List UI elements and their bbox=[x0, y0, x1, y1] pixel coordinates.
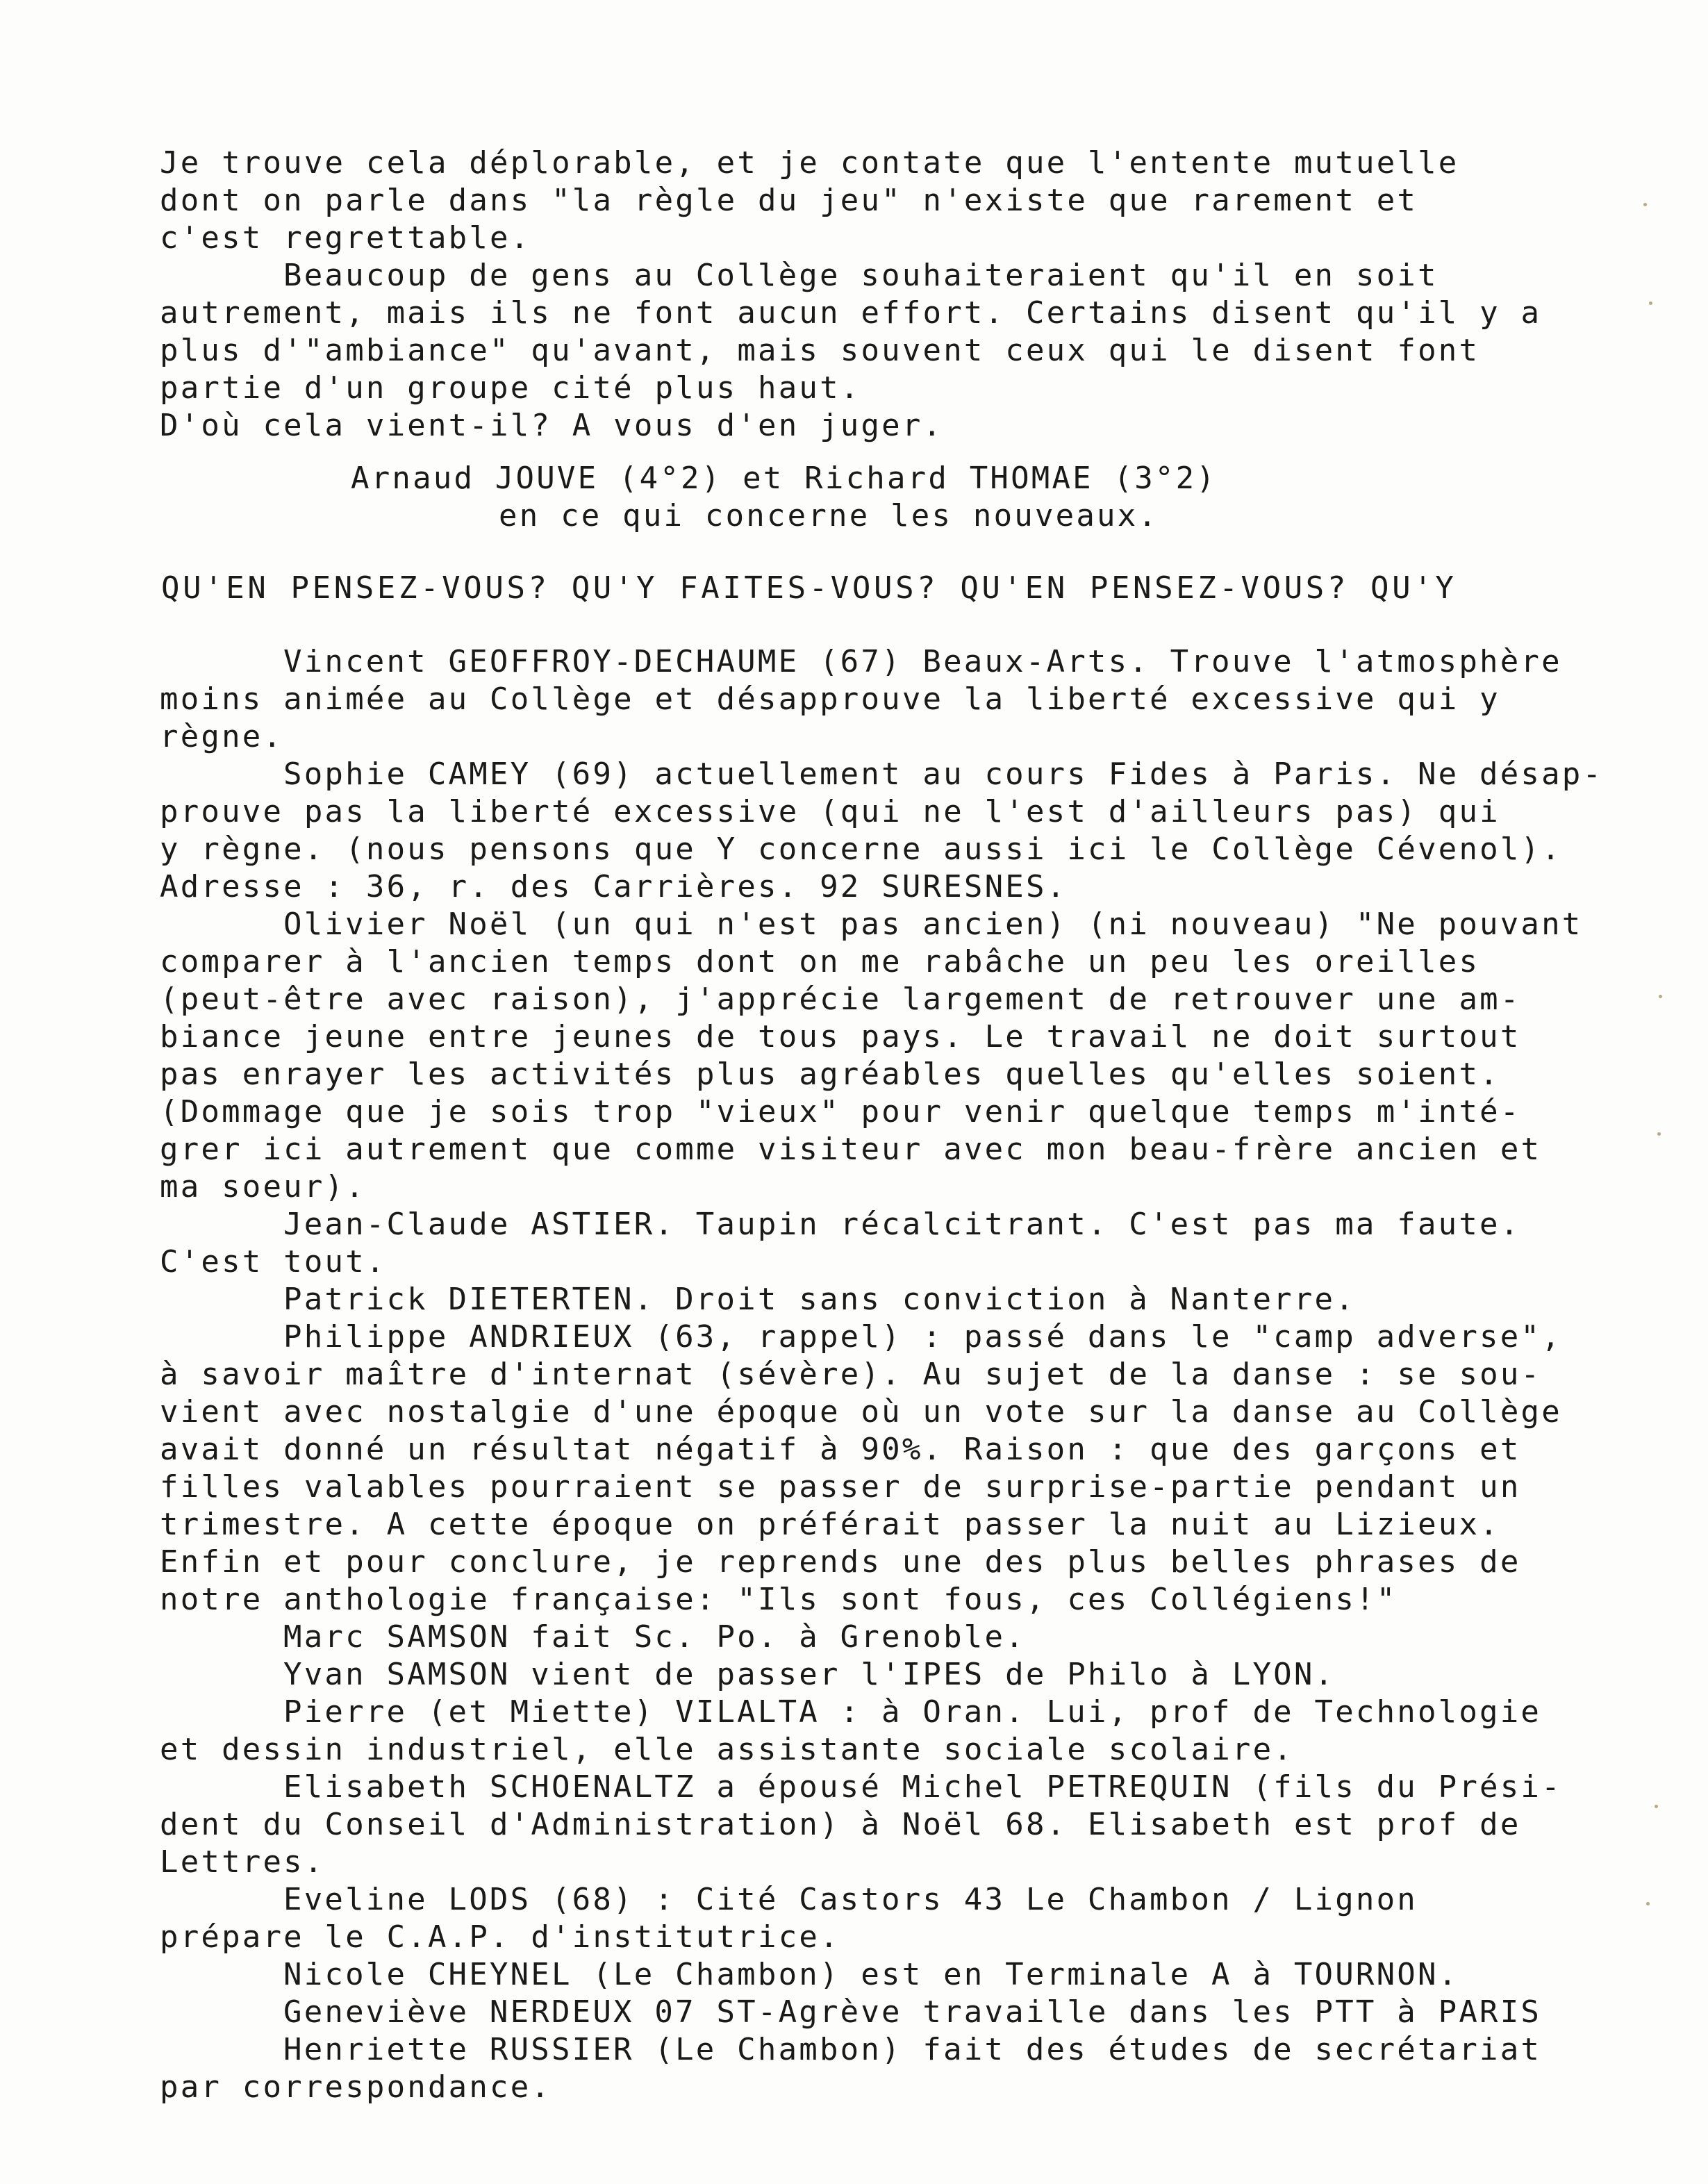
entry-line: dent du Conseil d'Administration) à Noël 68. Elisabeth est prof de bbox=[160, 1807, 1521, 1842]
entry-line: Patrick DIETERTEN. Droit sans conviction à Nanterre. bbox=[283, 1282, 1356, 1317]
entry-line: grer ici autrement que comme visiteur avec mon beau-frère ancien et bbox=[160, 1132, 1542, 1167]
intro-line: Beaucoup de gens au Collège souhaiteraient qu'il en soit bbox=[283, 258, 1438, 293]
entry-line: Geneviève NERDEUX 07 ST-Agrève travaille dans les PTT à PARIS bbox=[283, 1994, 1542, 2030]
paper-speck bbox=[1657, 1132, 1661, 1136]
intro-line: partie d'un groupe cité plus haut. bbox=[160, 370, 861, 406]
paper-speck bbox=[1646, 1902, 1650, 1905]
intro-line: Je trouve cela déplorable, et je contate que l'entente mutuelle bbox=[160, 145, 1459, 181]
entry-line: à savoir maître d'internat (sévère). Au sujet de la danse : se sou- bbox=[160, 1357, 1542, 1392]
entry-line: Philippe ANDRIEUX (63, rappel) : passé dans le "camp adverse", bbox=[283, 1319, 1562, 1355]
entry-line: C'est tout. bbox=[160, 1244, 387, 1280]
entry-line: Marc SAMSON fait Sc. Po. à Grenoble. bbox=[283, 1619, 1026, 1655]
entry-line: Sophie CAMEY (69) actuellement au cours Fides à Paris. Ne désap- bbox=[283, 756, 1604, 792]
intro-line: plus d'"ambiance" qu'avant, mais souvent ceux qui le disent font bbox=[160, 333, 1480, 368]
entry-line: par correspondance. bbox=[160, 2069, 552, 2105]
entry-line: Yvan SAMSON vient de passer l'IPES de Philo à LYON. bbox=[283, 1657, 1336, 1692]
entry-line: biance jeune entre jeunes de tous pays. Le travail ne doit surtout bbox=[160, 1019, 1521, 1054]
entry-line: notre anthologie française: "Ils sont fous, ces Collégiens!" bbox=[160, 1582, 1398, 1617]
paper-speck bbox=[1649, 301, 1652, 305]
entry-line: Olivier Noël (un qui n'est pas ancien) (ni nouveau) "Ne pouvant bbox=[283, 907, 1583, 942]
entry-line: Jean-Claude ASTIER. Taupin récalcitrant. C'est pas ma faute. bbox=[283, 1207, 1521, 1242]
entry-line: règne. bbox=[160, 719, 284, 754]
entry-line: (Dommage que je sois trop "vieux" pour venir quelque temps m'inté- bbox=[160, 1094, 1521, 1130]
entry-line: prépare le C.A.P. d'institutrice. bbox=[160, 1919, 840, 1955]
entry-line: Nicole CHEYNEL (Le Chambon) est en Terminale A à TOURNON. bbox=[283, 1957, 1459, 1992]
entry-line: y règne. (nous pensons que Y concerne aussi ici le Collège Cévenol). bbox=[160, 832, 1562, 867]
entry-line: pas enrayer les activités plus agréables quelles qu'elles soient. bbox=[160, 1057, 1500, 1092]
entry-line: filles valables pourraient se passer de surprise-partie pendant un bbox=[160, 1469, 1521, 1505]
entry-line: Lettres. bbox=[160, 1844, 325, 1880]
entry-line: moins animée au Collège et désapprouve la liberté excessive qui y bbox=[160, 681, 1500, 717]
entry-line: vient avec nostalgie d'une époque où un vote sur la danse au Collège bbox=[160, 1394, 1562, 1430]
intro-line: dont on parle dans "la règle du jeu" n'existe que rarement et bbox=[160, 183, 1418, 218]
entry-line: ma soeur). bbox=[160, 1169, 366, 1205]
entry-line: Elisabeth SCHOENALTZ a épousé Michel PETREQUIN (fils du Prési- bbox=[283, 1769, 1562, 1805]
signature-authors: Arnaud JOUVE (4°2) et Richard THOMAE (3°2) bbox=[351, 461, 1217, 496]
entry-line: Vincent GEOFFROY-DECHAUME (67) Beaux-Arts. Trouve l'atmosphère bbox=[283, 644, 1562, 679]
entry-line: (peut-être avec raison), j'apprécie largement de retrouver une am- bbox=[160, 982, 1521, 1017]
entry-line: Henriette RUSSIER (Le Chambon) fait des études de secrétariat bbox=[283, 2032, 1542, 2067]
entry-line: trimestre. A cette époque on préférait passer la nuit au Lizieux. bbox=[160, 1507, 1500, 1542]
paper-speck bbox=[1655, 1805, 1658, 1808]
entry-line: Enfin et pour conclure, je reprends une des plus belles phrases de bbox=[160, 1544, 1521, 1580]
paper-speck bbox=[1659, 995, 1662, 998]
entry-line: prouve pas la liberté excessive (qui ne l'est d'ailleurs pas) qui bbox=[160, 794, 1500, 829]
entry-line: comparer à l'ancien temps dont on me rabâche un peu les oreilles bbox=[160, 944, 1480, 979]
intro-line: c'est regrettable. bbox=[160, 220, 531, 256]
paper-speck bbox=[1643, 203, 1647, 206]
entry-line: avait donné un résultat négatif à 90%. Raison : que des garçons et bbox=[160, 1432, 1521, 1467]
entry-line: Pierre (et Miette) VILALTA : à Oran. Lui, prof de Technologie bbox=[283, 1694, 1542, 1730]
signature-note: en ce qui concerne les nouveaux. bbox=[499, 498, 1159, 533]
entry-line: Adresse : 36, r. des Carrières. 92 SURESNES. bbox=[160, 869, 1068, 904]
intro-line: D'où cela vient-il? A vous d'en juger. bbox=[160, 408, 944, 443]
entry-line: et dessin industriel, elle assistante sociale scolaire. bbox=[160, 1732, 1294, 1767]
intro-line: autrement, mais ils ne font aucun effort. Certains disent qu'il y a bbox=[160, 295, 1542, 331]
entry-line: Eveline LODS (68) : Cité Castors 43 Le Chambon / Lignon bbox=[283, 1882, 1418, 1917]
section-banner: QU'EN PENSEZ-VOUS? QU'Y FAITES-VOUS? QU'EN PENSEZ-VOUS? QU'Y bbox=[161, 570, 1457, 606]
